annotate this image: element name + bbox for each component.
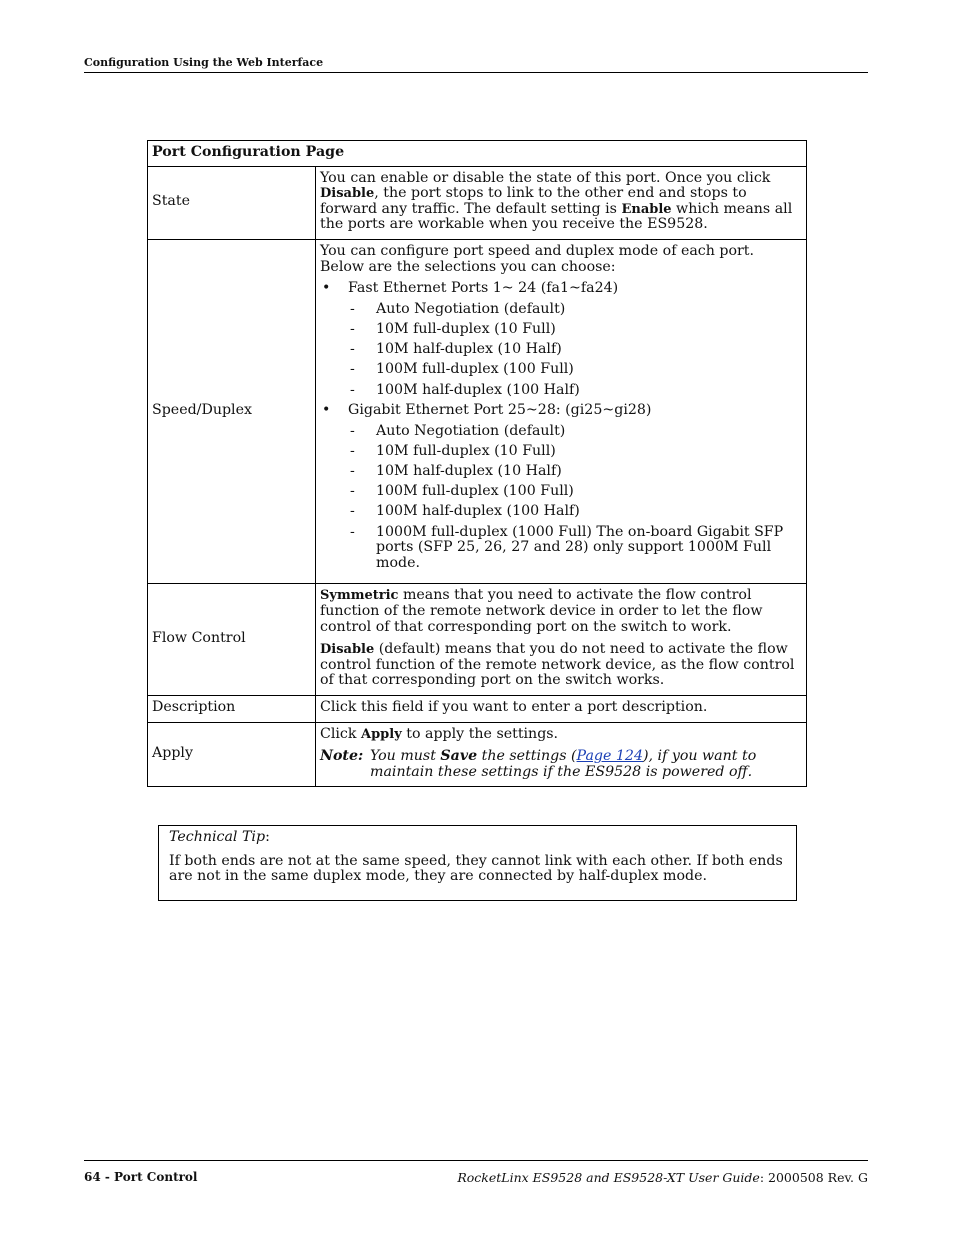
row-label-state: State: [148, 166, 316, 239]
apply-instruction: Click Apply to apply the settings.: [320, 725, 559, 742]
row-desc-apply: [316, 722, 807, 787]
page-link[interactable]: Page 124: [576, 748, 643, 765]
keyword-disable: Disable: [320, 642, 375, 658]
flow-symmetric-paragraph: Symmetric means that you need to activate the flow control function of the remote network device in order to let the flow control of that corresponding port on the switch to work.: [320, 587, 763, 635]
row-desc-flow-control: [316, 584, 807, 696]
keyword-apply: Apply: [360, 726, 402, 742]
list-item: - 10M full-duplex (10 Full): [348, 444, 802, 460]
row-label-flow-control: Flow Control: [148, 584, 316, 696]
note-text: You must Save the settings (Page 124), if you want to maintain these settings if the ES9528 is powered off.: [370, 748, 757, 780]
gigabit-ethernet-options: [348, 424, 802, 572]
running-header: Configuration Using the Web Interface: [84, 56, 868, 73]
list-item: - 100M half-duplex (100 Half): [348, 504, 802, 520]
table-row-speed-duplex: [148, 239, 807, 583]
note-label: Note:: [320, 748, 364, 765]
tip-title: Technical Tip:: [169, 829, 270, 845]
technical-tip-box: [158, 825, 797, 901]
flow-disable-paragraph: Disable (default) means that you do not need to activate the flow control function of the remote network device, as the flow control of that corresponding port on the switch works.: [320, 641, 795, 689]
row-label-description: Description: [148, 695, 316, 722]
apply-note: [320, 749, 802, 780]
table-title-row: [148, 141, 807, 167]
row-desc-state: You can enable or disable the state of this port. Once you click Disable, the port stops to link to the other end and stops to forward any traffic. The default setting is Enable which means all the ports are workable when you receive the ES9528.: [316, 166, 807, 239]
tip-text: If both ends are not at the same speed, they cannot link with each other. If both ends are not in the same duplex mode, they are connected by half-duplex mode.: [169, 852, 783, 885]
list-item: - 10M full-duplex (10 Full): [348, 322, 802, 338]
keyword-disable: Disable: [320, 186, 375, 202]
speed-group-gigabit-ethernet: • Gigabit Ethernet Port 25~28: (gi25~gi28) - Auto Negotiation (default) - 10M full-duplex (10 Full) - 10M half-duplex (10 Half) - 100M full-duplex (100 Full) - 100M half-duplex (100 Half) - 1000M full-duplex (1000 Full) The on-board Gigabit SFP ports (SFP 25, 26, 27 and 28) only support 1000M Full mode.: [320, 403, 802, 571]
row-desc-description: Click this field if you want to enter a port description.: [316, 695, 807, 722]
list-item: - Auto Negotiation (default): [348, 424, 802, 440]
footer-document-title: RocketLinx ES9528 and ES9528-XT User Guide: 2000508 Rev. G: [457, 1170, 868, 1185]
list-item: - 10M half-duplex (10 Half): [348, 342, 802, 358]
fast-ethernet-options: [348, 302, 802, 398]
list-item: - Auto Negotiation (default): [348, 302, 802, 318]
table-title: Port Configuration Page: [148, 141, 807, 167]
page-footer: [84, 1160, 868, 1185]
list-item: - 100M full-duplex (100 Full): [348, 484, 802, 500]
speed-groups-list: [320, 281, 802, 571]
table-row-apply: [148, 722, 807, 787]
keyword-enable: Enable: [621, 201, 672, 217]
row-desc-speed-duplex: [316, 239, 807, 583]
list-item: - 100M full-duplex (100 Full): [348, 362, 802, 378]
row-label-apply: Apply: [148, 722, 316, 787]
speed-intro: You can configure port speed and duplex mode of each port. Below are the selections you can choose:: [320, 242, 755, 275]
list-item: - 10M half-duplex (10 Half): [348, 464, 802, 480]
list-item: - 1000M full-duplex (1000 Full) The on-board Gigabit SFP ports (SFP 25, 26, 27 and 28) only support 1000M Full mode.: [348, 525, 802, 572]
list-item: - 100M half-duplex (100 Half): [348, 383, 802, 399]
table-row-description: [148, 695, 807, 722]
footer-page-section: 64 - Port Control: [84, 1170, 198, 1184]
keyword-save: Save: [440, 748, 478, 765]
table-row-flow-control: [148, 584, 807, 696]
table-row-state: [148, 166, 807, 239]
port-configuration-table: [147, 140, 807, 787]
speed-group-fast-ethernet: • Fast Ethernet Ports 1~ 24 (fa1~fa24) - Auto Negotiation (default) - 10M full-duplex (10 Full) - 10M half-duplex (10 Half) - 100M full-duplex (100 Full) - 100M half-duplex (100 Half): [320, 281, 802, 398]
row-label-speed-duplex: Speed/Duplex: [148, 239, 316, 583]
keyword-symmetric: Symmetric: [320, 588, 399, 604]
